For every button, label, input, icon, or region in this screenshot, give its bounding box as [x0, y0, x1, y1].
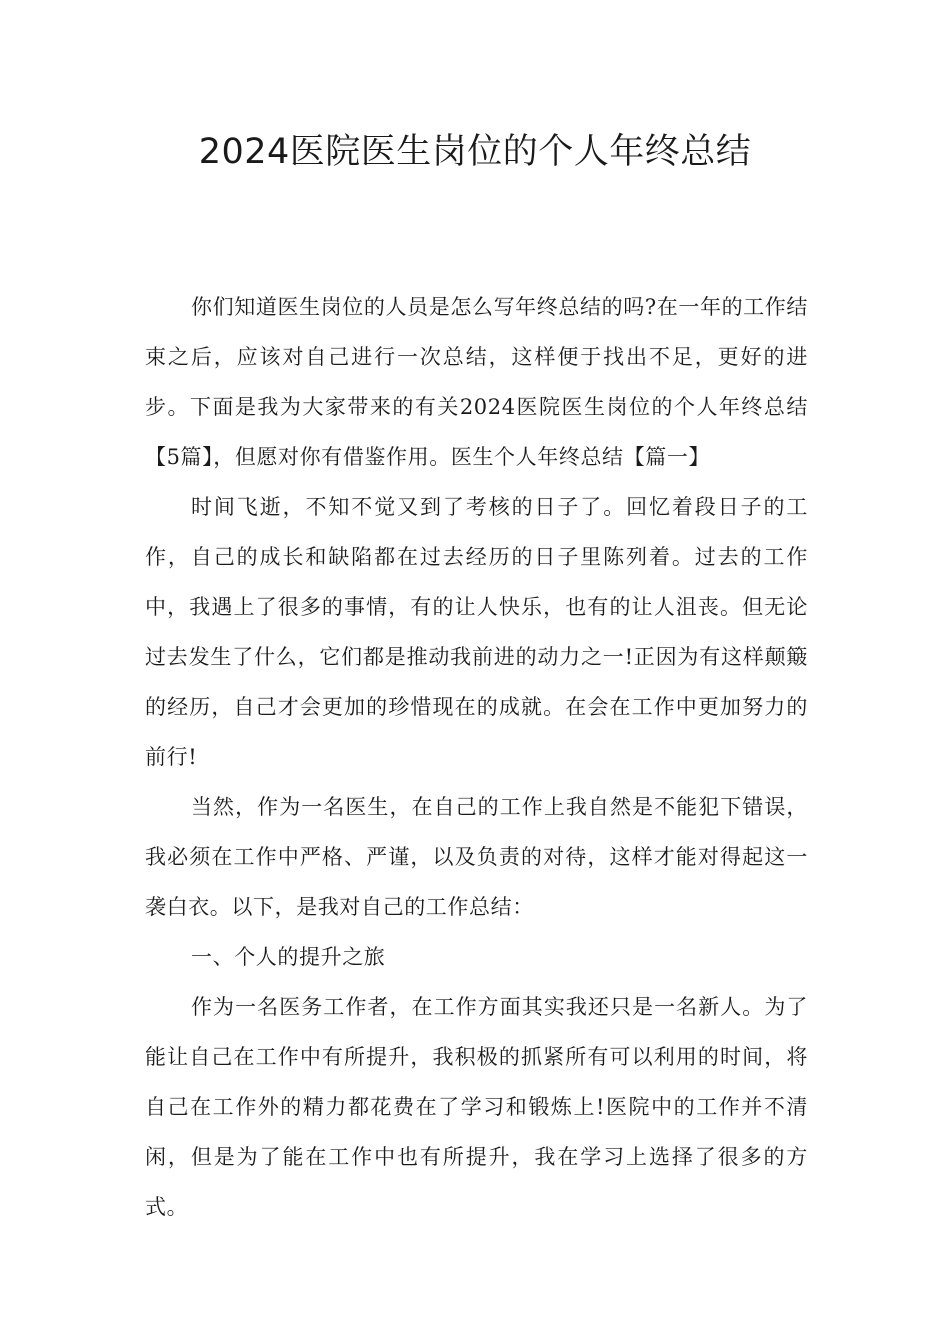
paragraph-intro: 你们知道医生岗位的人员是怎么写年终总结的吗?在一年的工作结束之后，应该对自己进行一次总结，这样便于找出不足，更好的进步。下面是我为大家带来的有关2024医院医生岗位的个人年终总结【5篇】，但愿对你有借鉴作用。医生个人年终总结【篇一】 — [145, 295, 808, 469]
section-heading-personal-growth: 一、个人的提升之旅 — [191, 945, 386, 969]
document-body — [145, 282, 808, 1232]
document-title: 2024医院医生岗位的个人年终总结 — [198, 132, 752, 172]
paragraph-new-staff: 作为一名医务工作者，在工作方面其实我还只是一名新人。为了能让自己在工作中有所提升，我积极的抓紧所有可以利用的时间，将自己在工作外的精力都花费在了学习和锻炼上!医院中的工作并不清闲，但是为了能在工作中也有所提升，我在学习上选择了很多的方式。 — [145, 995, 808, 1219]
paragraph-as-doctor: 当然，作为一名医生，在自己的工作上我自然是不能犯下错误，我必须在工作中严格、严谨，以及负责的对待，这样才能对得起这一袭白衣。以下，是我对自己的工作总结： — [145, 795, 808, 919]
paragraph-time-flies: 时间飞逝，不知不觉又到了考核的日子了。回忆着段日子的工作，自己的成长和缺陷都在过去经历的日子里陈列着。过去的工作中，我遇上了很多的事情，有的让人快乐，也有的让人沮丧。但无论过去发生了什么，它们都是推动我前进的动力之一!正因为有这样颠簸的经历，自己才会更加的珍惜现在的成就。在会在工作中更加努力的前行! — [145, 495, 808, 769]
